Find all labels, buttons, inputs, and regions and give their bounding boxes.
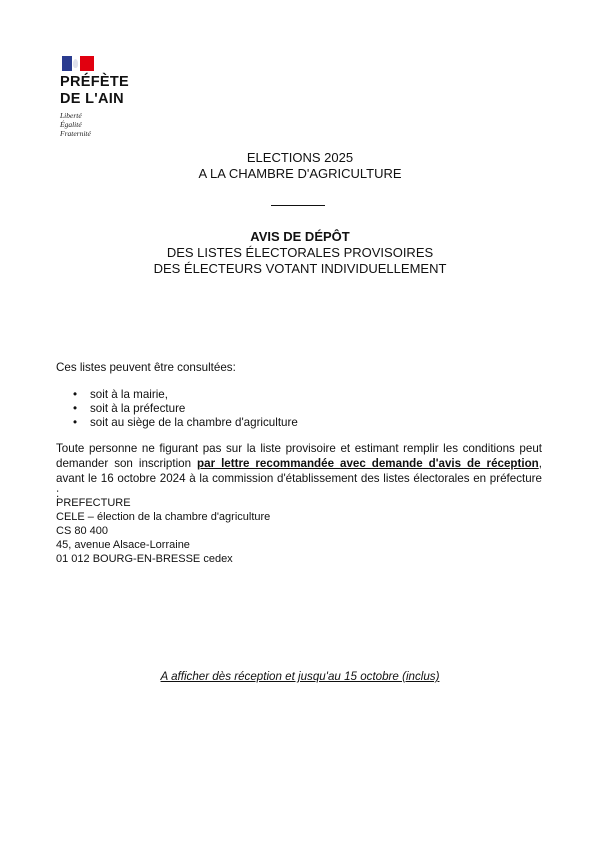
org-name-line2: DE L'AIN — [60, 91, 124, 107]
bullet-dot: • — [73, 388, 78, 401]
paragraph-emphasis: par lettre recommandée avec demande d'avis de réception — [197, 457, 539, 470]
org-name-line1: PRÉFÈTE — [60, 74, 129, 90]
bullet-dot: • — [73, 416, 78, 429]
bullet-dot: • — [73, 402, 78, 415]
heading-line1: ELECTIONS 2025 — [246, 150, 354, 165]
address-line-1: PREFECTURE — [56, 497, 131, 509]
bullet-prefecture: soit à la préfecture — [90, 402, 186, 415]
address-line-4: 45, avenue Alsace-Lorraine — [56, 539, 190, 551]
registration-paragraph — [56, 441, 542, 501]
notice-subtitle-1: DES LISTES ÉLECTORALES PROVISOIRES — [166, 245, 434, 260]
intro-text: Ces listes peuvent être consultées: — [56, 361, 236, 374]
motto-egalite: Égalité — [60, 120, 82, 129]
heading-divider — [271, 205, 325, 206]
paragraph-part2: , avant le 16 octobre 2024 à la commission d'établissement des listes électorales en préfecture : — [56, 457, 542, 500]
paragraph-part1: Toute personne ne figurant pas sur la liste provisoire et estimant remplir les conditions peut demander son inscription — [56, 442, 542, 470]
posting-instruction: A afficher dès réception et jusqu'au 15 octobre (inclus) — [160, 670, 440, 683]
marianne-flag-logo — [62, 56, 94, 71]
heading-line2: A LA CHAMBRE D'AGRICULTURE — [198, 166, 402, 181]
bullet-mairie: soit à la mairie, — [90, 388, 168, 401]
bullet-chambre: soit au siège de la chambre d'agriculture — [90, 416, 298, 429]
notice-title: AVIS DE DÉPÔT — [250, 229, 350, 244]
address-line-2: CELE – élection de la chambre d'agriculture — [56, 511, 271, 523]
motto-liberte: Liberté — [60, 111, 82, 120]
notice-subtitle-2: DES ÉLECTEURS VOTANT INDIVIDUELLEMENT — [153, 261, 447, 276]
address-line-3: CS 80 400 — [56, 525, 108, 537]
address-line-5: 01 012 BOURG-EN-BRESSE cedex — [56, 553, 233, 565]
motto-fraternite: Fraternité — [60, 129, 91, 138]
